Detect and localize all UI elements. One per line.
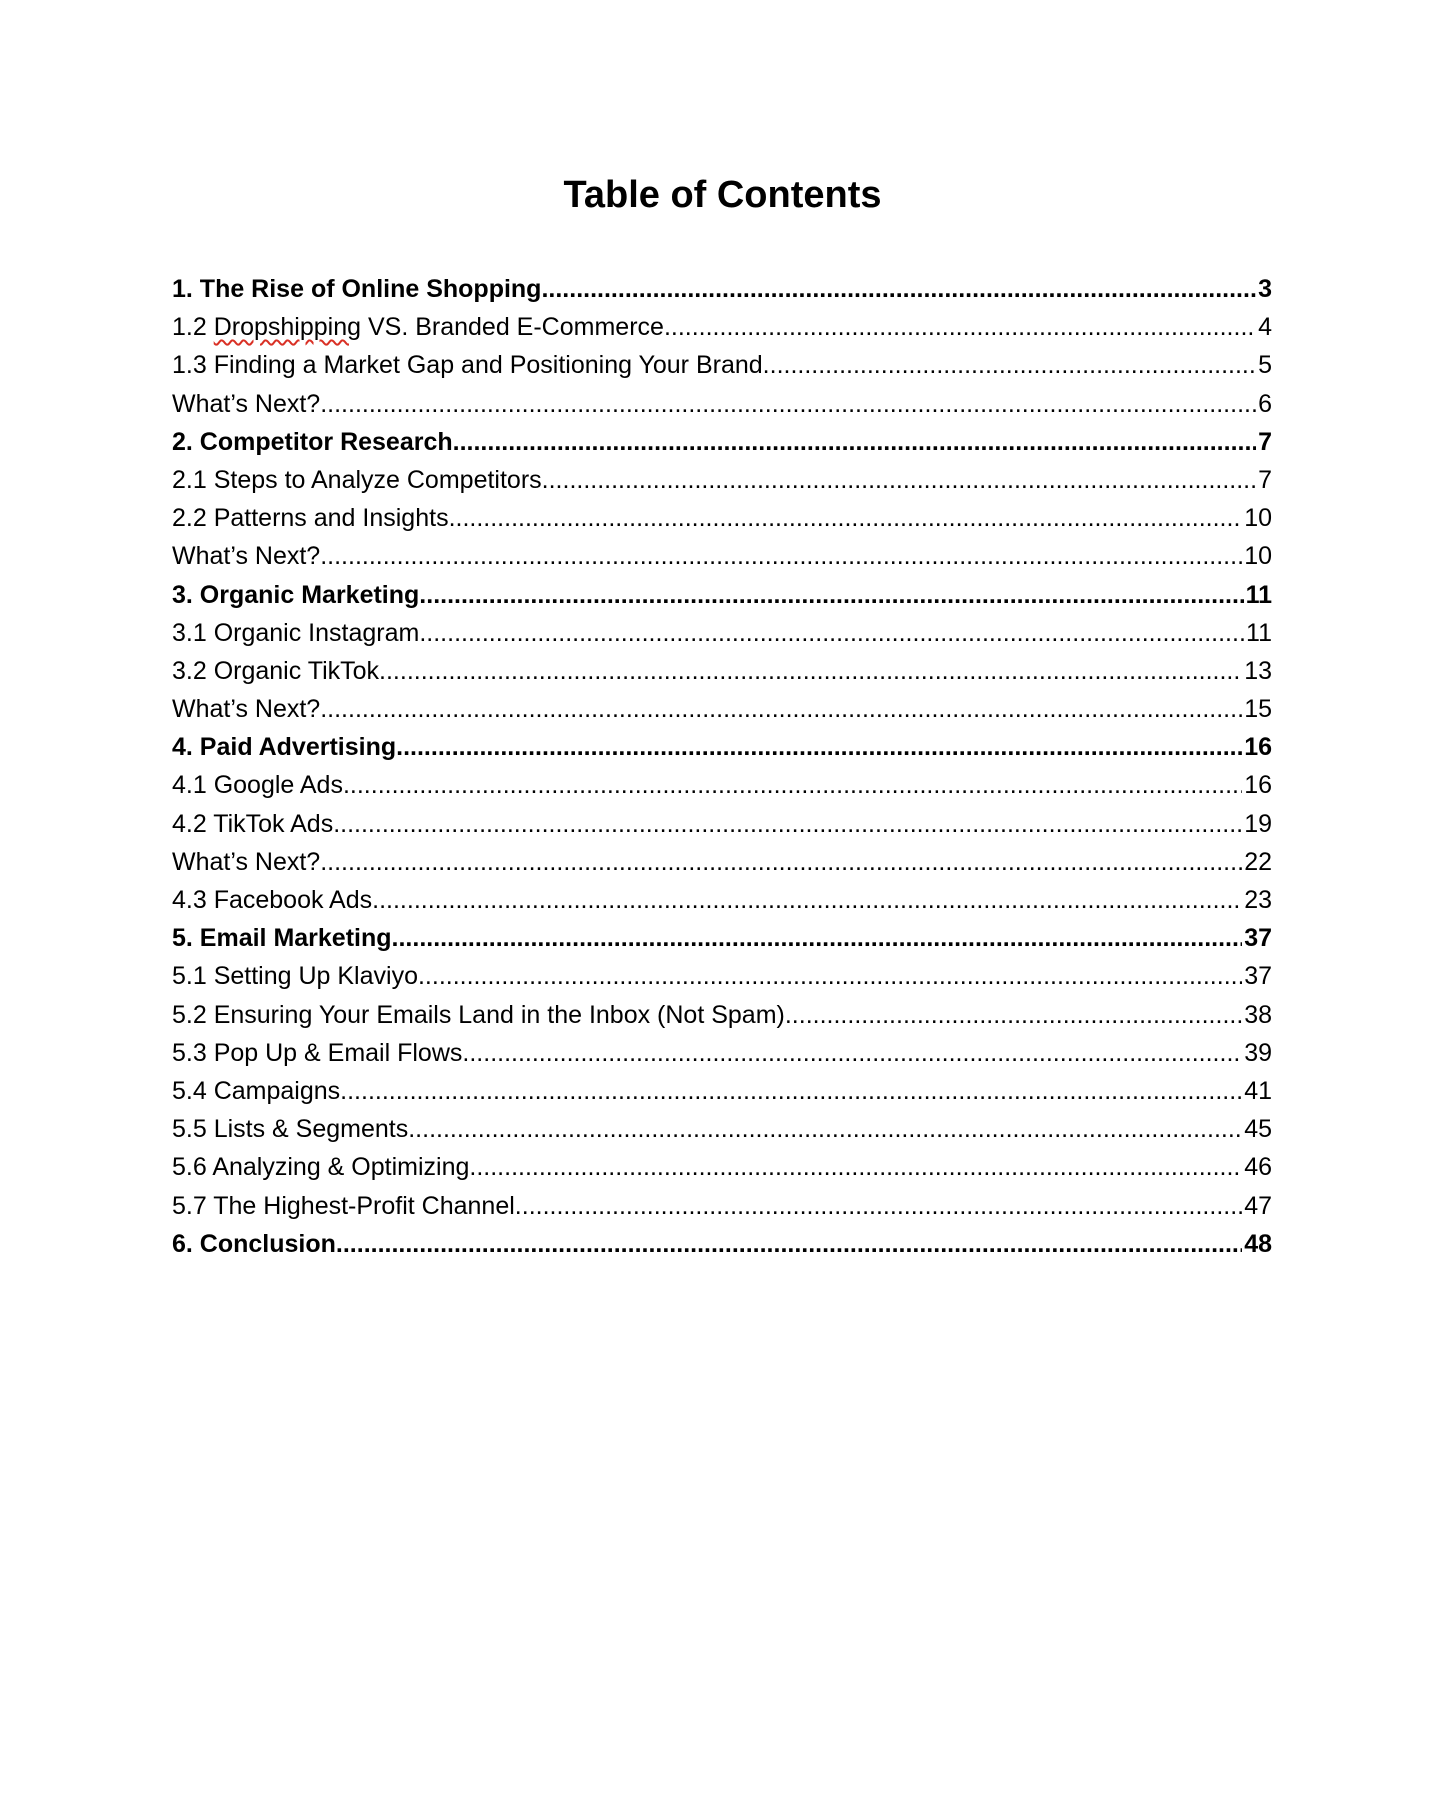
toc-dot-leader	[515, 1187, 1242, 1225]
toc-entry[interactable]	[172, 690, 1272, 728]
toc-entry[interactable]	[172, 652, 1272, 690]
toc-dot-leader	[392, 919, 1243, 957]
toc-dot-leader	[343, 766, 1242, 804]
toc-entry-page: 13	[1244, 656, 1272, 685]
toc-entry-page: 47	[1244, 1191, 1272, 1220]
toc-entry-label: 5.2 Ensuring Your Emails Land in the Inbox (Not Spam)	[172, 1000, 785, 1029]
toc-entry-label: 5.6 Analyzing & Optimizing	[172, 1153, 470, 1182]
toc-dot-leader	[785, 996, 1242, 1034]
toc-dot-leader	[453, 423, 1256, 461]
toc-entry-label: 2.2 Patterns and Insights	[172, 504, 449, 533]
toc-dot-leader	[372, 881, 1242, 919]
toc-entry[interactable]	[172, 576, 1272, 614]
toc-dot-leader	[469, 1148, 1242, 1186]
toc-entry-page: 38	[1244, 1000, 1272, 1029]
toc-entry-label: 5. Email Marketing	[172, 924, 392, 953]
toc-entry-label: What’s Next?	[172, 847, 321, 876]
toc-entry[interactable]	[172, 728, 1272, 766]
toc-dot-leader	[320, 537, 1242, 575]
toc-entry-label: 1. The Rise of Online Shopping	[172, 275, 542, 303]
toc-entry-label: 5.1 Setting Up Klaviyo	[172, 962, 418, 991]
toc-title: Table of Contents	[563, 174, 882, 216]
toc-entry[interactable]	[172, 919, 1272, 957]
toc-entry-label: 4.1 Google Ads	[172, 771, 343, 800]
toc-entry-label: 5.7 The Highest-Profit Channel	[172, 1191, 515, 1220]
toc-entry-page: 11	[1245, 580, 1272, 609]
toc-entry-page: 22	[1244, 847, 1272, 876]
toc-entry-page: 45	[1244, 1115, 1272, 1144]
toc-entry[interactable]	[172, 957, 1272, 995]
toc-entry-label: 5.3 Pop Up & Email Flows	[172, 1038, 463, 1067]
toc-dot-leader	[664, 308, 1256, 346]
toc-dot-leader	[320, 690, 1242, 728]
toc-entry[interactable]	[172, 270, 1272, 308]
toc-entry-page: 37	[1244, 924, 1272, 953]
toc-dot-leader	[396, 728, 1242, 766]
toc-dot-leader	[542, 461, 1256, 499]
toc-entry[interactable]	[172, 346, 1272, 384]
toc-entry-page: 15	[1244, 695, 1272, 724]
toc-entry-label: What’s Next?	[172, 695, 321, 724]
toc-dot-leader	[449, 499, 1243, 537]
toc-entry[interactable]	[172, 766, 1272, 804]
toc-dot-leader	[379, 652, 1242, 690]
toc-entry[interactable]	[172, 537, 1272, 575]
toc-dot-leader	[333, 805, 1242, 843]
toc-dot-leader	[340, 1072, 1242, 1110]
toc-entry-page: 10	[1244, 542, 1272, 571]
toc-entry[interactable]	[172, 1225, 1272, 1263]
toc-entry-label: 4. Paid Advertising	[172, 733, 397, 762]
toc-dot-leader	[320, 843, 1242, 881]
toc-dot-leader	[419, 576, 1243, 614]
toc-entry-label: 6. Conclusion	[172, 1229, 336, 1258]
toc-entry-page: 19	[1244, 809, 1272, 838]
toc-list	[172, 270, 1272, 1263]
toc-dot-leader	[408, 1110, 1242, 1148]
toc-entry[interactable]	[172, 1072, 1272, 1110]
toc-entry-label: 2. Competitor Research	[172, 427, 453, 456]
toc-entry-page: 11	[1246, 618, 1272, 647]
toc-entry[interactable]	[172, 843, 1272, 881]
toc-entry-page: 7	[1258, 427, 1272, 456]
toc-entry-label: 3.2 Organic TikTok	[172, 656, 380, 685]
toc-entry-page: 16	[1244, 771, 1272, 800]
toc-entry-page: 41	[1244, 1076, 1272, 1105]
toc-entry-page: 4	[1258, 313, 1272, 342]
toc-entry-page: 3	[1258, 275, 1272, 303]
toc-entry[interactable]	[172, 1148, 1272, 1186]
toc-entry-label: 2.1 Steps to Analyze Competitors	[172, 465, 542, 494]
toc-entry-page: 10	[1244, 504, 1272, 533]
toc-entry[interactable]	[172, 423, 1272, 461]
toc-dot-leader	[418, 957, 1242, 995]
toc-entry[interactable]	[172, 996, 1272, 1034]
toc-label-suffix: VS. Branded E-Commerce	[361, 313, 664, 342]
toc-entry-page: 37	[1244, 962, 1272, 991]
toc-entry-label: 4.3 Facebook Ads	[172, 886, 373, 914]
toc-entry-label: 3. Organic Marketing	[172, 580, 420, 609]
toc-entry-page: 46	[1244, 1153, 1272, 1182]
toc-entry-label: 5.5 Lists & Segments	[172, 1115, 409, 1144]
toc-entry[interactable]	[172, 1110, 1272, 1148]
toc-entry[interactable]	[172, 805, 1272, 843]
toc-dot-leader	[541, 270, 1256, 308]
toc-entry-page: 48	[1244, 1229, 1272, 1258]
toc-dot-leader	[462, 1034, 1242, 1072]
toc-entry-page: 5	[1258, 351, 1272, 380]
toc-entry[interactable]	[172, 881, 1272, 919]
toc-entry[interactable]	[172, 308, 1272, 346]
toc-entry[interactable]	[172, 385, 1272, 423]
toc-entry-page: 7	[1258, 465, 1272, 494]
toc-entry[interactable]	[172, 499, 1272, 537]
toc-entry-page: 23	[1244, 886, 1272, 914]
toc-entry-page: 6	[1258, 389, 1272, 418]
toc-entry[interactable]	[172, 1034, 1272, 1072]
toc-entry[interactable]	[172, 1187, 1272, 1225]
toc-entry[interactable]	[172, 614, 1272, 652]
toc-dot-leader	[320, 385, 1256, 423]
toc-entry-label: What’s Next?	[172, 389, 321, 418]
toc-label-prefix: 1.2	[172, 313, 214, 342]
toc-entry-label: What’s Next?	[172, 542, 321, 571]
toc-entry-label: 4.2 TikTok Ads	[172, 809, 334, 838]
spellcheck-flagged-word[interactable]: Dropshipping	[213, 313, 362, 342]
toc-dot-leader	[419, 614, 1244, 652]
toc-entry-label: 3.1 Organic Instagram	[172, 618, 420, 647]
toc-entry-page: 39	[1244, 1038, 1272, 1067]
toc-entry[interactable]	[172, 461, 1272, 499]
toc-entry-page: 16	[1244, 733, 1272, 762]
toc-dot-leader	[336, 1225, 1242, 1263]
toc-entry-label: 1.3 Finding a Market Gap and Positioning Your Brand	[172, 351, 763, 380]
toc-dot-leader	[763, 346, 1256, 384]
toc-entry-label	[172, 308, 664, 346]
toc-entry-label: 5.4 Campaigns	[172, 1076, 341, 1105]
